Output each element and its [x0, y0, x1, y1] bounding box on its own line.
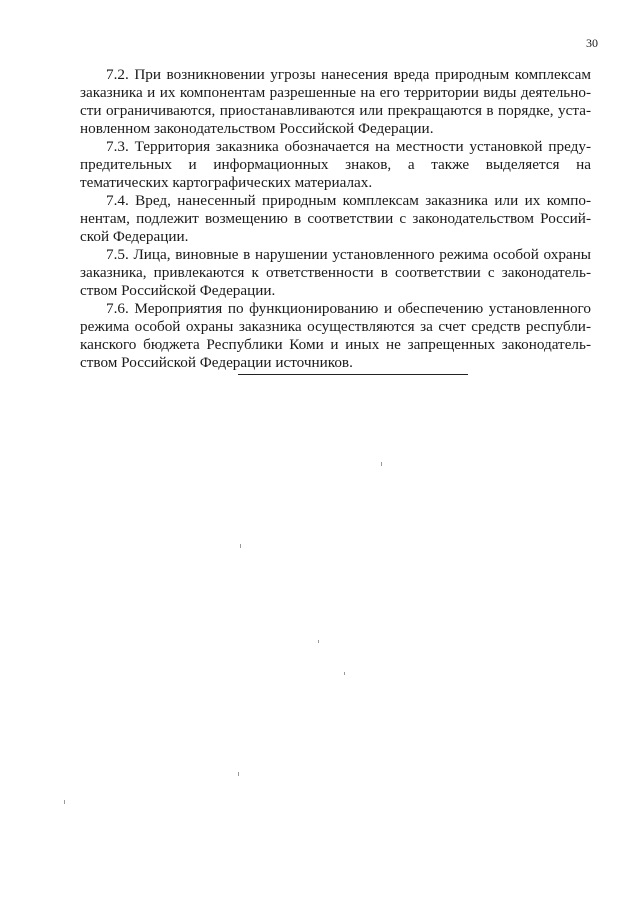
- paragraph-7-2: 7.2. При возникновении угрозы нанесения вреда природным комплексам заказника и их компонентам разрешенные на его территории виды деятельности ограничиваются, приостанавливаются или прекращаются в порядке, установленном законодательством Российской Федерации.: [80, 66, 591, 137]
- scan-speck: [64, 800, 65, 804]
- end-separator-line: [238, 374, 468, 375]
- document-body: [80, 66, 591, 372]
- scan-speck: [344, 672, 345, 675]
- paragraph-7-6: 7.6. Мероприятия по функционированию и обеспечению установленного режима особой охраны заказника осуществляются за счет средств республиканского бюджета Республики Коми и иных не запрещенных законодательством Российской Федерации источников.: [80, 300, 591, 371]
- scan-speck: [240, 544, 241, 548]
- scan-speck: [381, 462, 382, 466]
- paragraph-7-5: 7.5. Лица, виновные в нарушении установленного режима особой охраны заказника, привлекаются к ответственности в соответствии с законодательством Российской Федерации.: [80, 246, 591, 299]
- paragraph-7-3: 7.3. Территория заказника обозначается на местности установкой предупредительных и информационных знаков, а также выделяется на тематических картографических материалах.: [80, 138, 591, 191]
- page-number: 30: [586, 36, 598, 50]
- scan-speck: [238, 772, 239, 776]
- paragraph-7-4: 7.4. Вред, нанесенный природным комплексам заказника или их компонентам, подлежит возмещению в соответствии с законодательством Российской Федерации.: [80, 192, 591, 245]
- scan-speck: [318, 640, 319, 643]
